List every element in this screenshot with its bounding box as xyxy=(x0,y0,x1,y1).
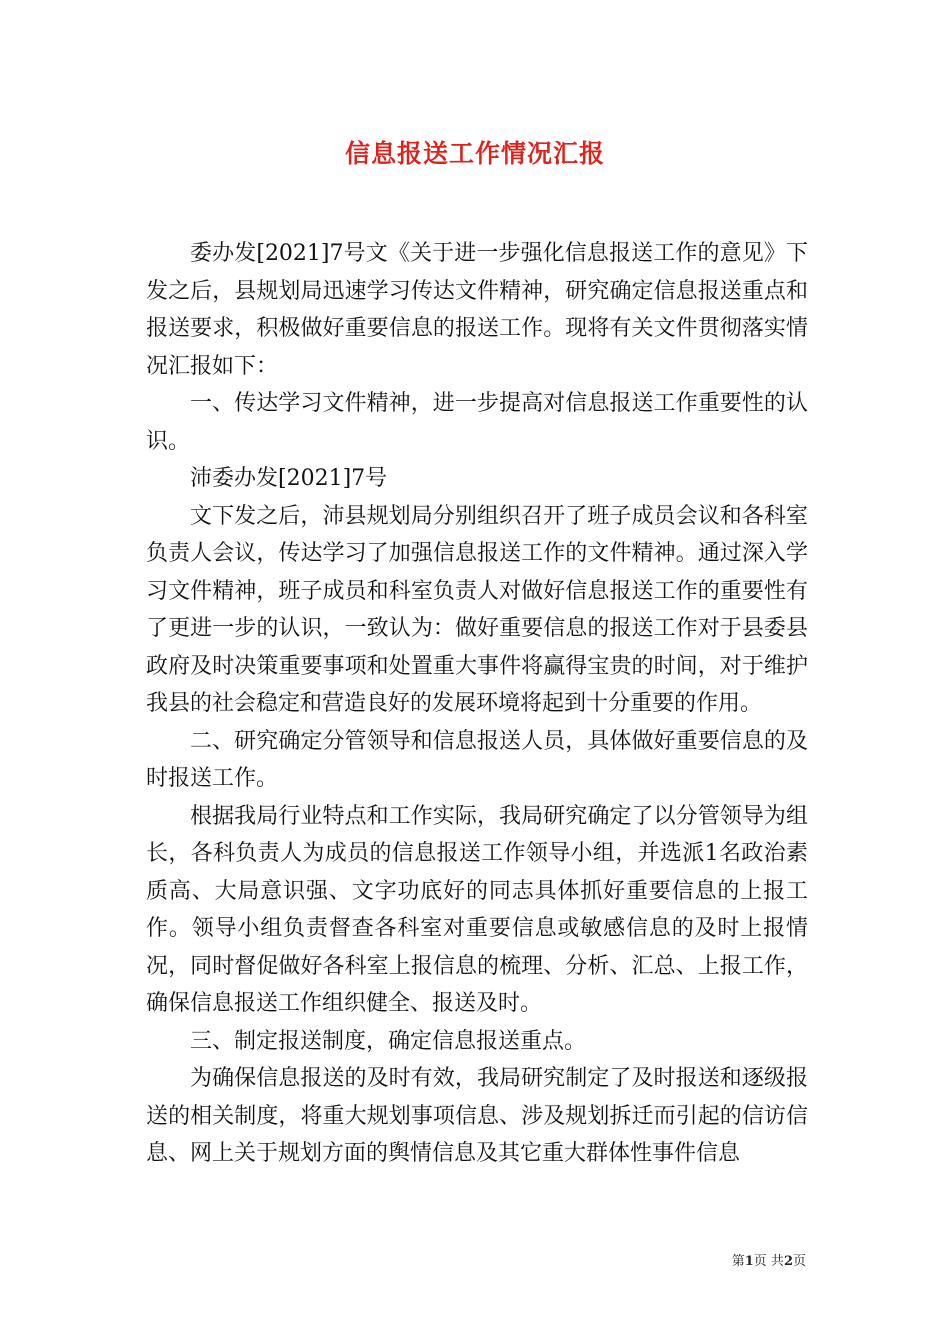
footer-current-page: 1 xyxy=(744,1254,754,1269)
footer-suffix: 页 xyxy=(792,1254,806,1269)
page-footer xyxy=(0,1250,806,1269)
document-reference: 沛委办发[2021]7号 xyxy=(190,466,388,491)
paragraph-section-2: 根据我局行业特点和工作实际，我局研究确定了以分管领导为组长，各科负责人为成员的信息报送工作领导小组，并选派1名政治素质高、大局意识强、文字功底好的同志具体抓好重要信息的上报工作。领导小组负责督查各科室对重要信息或敏感信息的及时上报情况，同时督促做好各科室上报信息的梳理、分析、汇总、上报工作，确保信息报送工作组织健全、报送及时。 xyxy=(146,803,808,1016)
section-heading-2: 二、研究确定分管领导和信息报送人员，具体做好重要信息的及时报送工作。 xyxy=(146,728,808,791)
paragraph-section-3: 为确保信息报送的及时有效，我局研究制定了及时报送和逐级报送的相关制度，将重大规划事项信息、涉及规划拆迁而引起的信访信息、网上关于规划方面的舆情信息及其它重大群体性事件信息 xyxy=(146,1066,808,1166)
footer-prefix: 第 xyxy=(731,1254,745,1269)
footer-total-pages: 2 xyxy=(783,1254,793,1269)
paragraph-section-1: 文下发之后，沛县规划局分别组织召开了班子成员会议和各科室负责人会议，传达学习了加强信息报送工作的文件精神。通过深入学习文件精神，班子成员和科室负责人对做好信息报送工作的重要性有了更进一步的认识，一致认为：做好重要信息的报送工作对于县委县政府及时决策重要事项和处置重大事件将赢得宝贵的时间，对于维护我县的社会稳定和营造良好的发展环境将起到十分重要的作用。 xyxy=(146,503,808,716)
document-title: 信息报送工作情况汇报 xyxy=(344,139,605,168)
section-heading-1: 一、传达学习文件精神，进一步提高对信息报送工作重要性的认识。 xyxy=(146,391,808,454)
section-heading-3: 三、制定报送制度，确定信息报送重点。 xyxy=(190,1028,587,1054)
paragraph-intro: 委办发[2021]7号文《关于进一步强化信息报送工作的意见》下发之后，县规划局迅速学习传达文件精神，研究确定信息报送重点和报送要求，积极做好重要信息的报送工作。现将有关文件贯彻落实情况汇报如下： xyxy=(146,241,808,379)
footer-middle: 页 共 xyxy=(753,1254,784,1269)
document-body xyxy=(146,235,808,1173)
